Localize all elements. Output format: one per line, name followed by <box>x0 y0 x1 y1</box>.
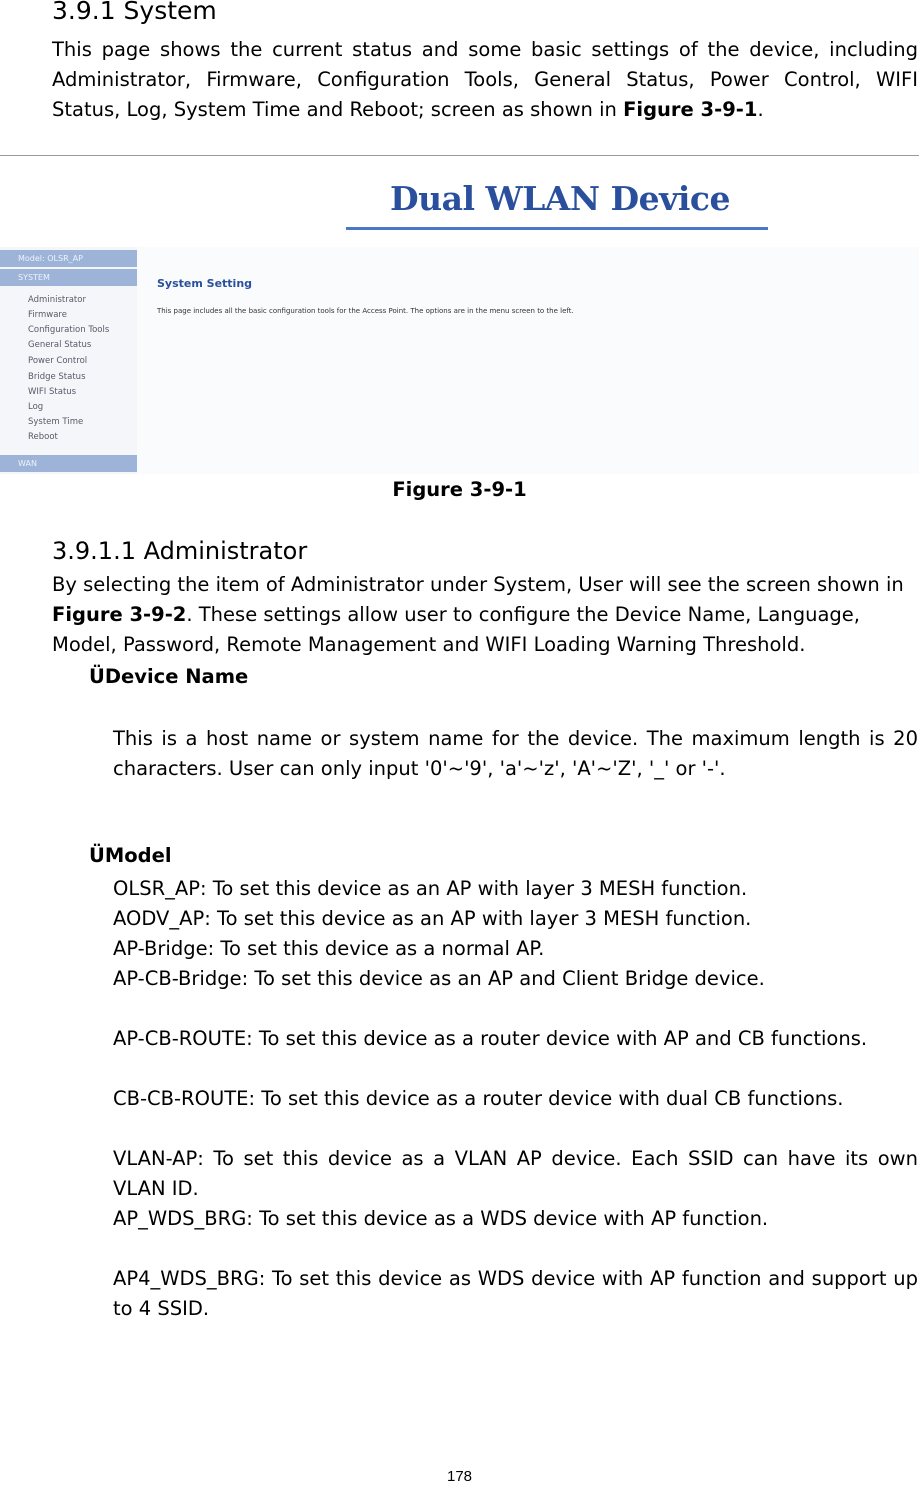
subsection-intro <box>52 570 918 660</box>
model-title: Model <box>104 844 172 867</box>
figure-screenshot <box>0 157 919 474</box>
section-intro <box>52 35 918 125</box>
model-item-cb-cb-route: CB-CB-ROUTE: To set this device as a router device with dual CB functions. <box>113 1087 844 1110</box>
subsection-heading: 3.9.1.1 Administrator <box>52 537 308 565</box>
model-heading <box>89 844 172 867</box>
bullet-icon: Ü <box>89 665 105 688</box>
model-item-ap-cb-bridge: AP-CB-Bridge: To set this device as an AP and Client Bridge device. <box>113 967 765 990</box>
sidebar-item-general-status[interactable]: General Status <box>28 340 92 350</box>
sidebar-model-label: Model: OLSR_AP <box>0 250 137 267</box>
intro-text: This page shows the current status and some basic settings of the device, including Administrator, Firmware, Configuration Tools, General Status, Power Control, WIFI Status, Log, System Time and Reboot; screen as shown in <box>52 38 918 121</box>
content-panel <box>137 247 919 474</box>
sidebar-item-system-time[interactable]: System Time <box>28 417 84 427</box>
sidebar-item-firmware[interactable]: Firmware <box>28 310 67 320</box>
sidebar-item-configuration-tools[interactable]: Configuration Tools <box>28 325 110 335</box>
device-name-description: This is a host name or system name for the device. The maximum length is 20 characters. User can only input '0'~'9', 'a'~'z', 'A'~'Z', '_' or '-'. <box>113 727 918 780</box>
bullet-icon: Ü <box>89 844 105 867</box>
model-item-ap4-wds-brg: AP4_WDS_BRG: To set this device as WDS device with AP function and support up to 4 SSID. <box>113 1267 918 1320</box>
figure-caption: Figure 3-9-1 <box>392 478 527 501</box>
subsection-text-after: . These settings allow user to configure the Device Name, Language, Model, Password, Remote Management and WIFI Loading Warning Threshold. <box>52 603 860 656</box>
banner-underline <box>346 227 768 230</box>
panel-description: This page includes all the basic configuration tools for the Access Point. The options are in the menu screen to the left. <box>157 307 574 315</box>
subsection-figure-ref: Figure 3-9-2 <box>52 603 187 626</box>
model-item-ap-wds-brg: AP_WDS_BRG: To set this device as a WDS device with AP function. <box>113 1207 769 1230</box>
subsection-text-before: By selecting the item of Administrator under System, User will see the screen shown in <box>52 573 904 596</box>
model-item-aodv-ap: AODV_AP: To set this device as an AP with layer 3 MESH function. <box>113 907 752 930</box>
intro-end: . <box>757 98 764 121</box>
figure-top-rule <box>0 155 919 156</box>
section-heading: 3.9.1 System <box>52 0 217 25</box>
intro-figure-ref: Figure 3-9-1 <box>623 98 758 121</box>
page-number: 178 <box>446 1468 473 1485</box>
panel-title: System Setting <box>157 277 253 290</box>
sidebar-wan-header[interactable]: WAN <box>0 455 137 472</box>
sidebar-item-log[interactable]: Log <box>28 402 44 412</box>
sidebar-item-wifi-status[interactable]: WIFI Status <box>28 387 77 397</box>
sidebar-item-administrator[interactable]: Administrator <box>28 295 86 305</box>
sidebar-item-bridge-status[interactable]: Bridge Status <box>28 372 86 382</box>
device-name-heading <box>89 665 248 688</box>
model-item-vlan-ap: VLAN-AP: To set this device as a VLAN AP device. Each SSID can have its own VLAN ID. <box>113 1147 918 1200</box>
device-name-title: Device Name <box>104 665 249 688</box>
model-item-olsr-ap: OLSR_AP: To set this device as an AP with layer 3 MESH function. <box>113 877 748 900</box>
model-item-ap-bridge: AP-Bridge: To set this device as a normal AP. <box>113 937 545 960</box>
sidebar-system-header[interactable]: SYSTEM <box>0 269 137 286</box>
sidebar-item-power-control[interactable]: Power Control <box>28 356 88 366</box>
banner-title: Dual WLAN Device <box>390 179 730 218</box>
sidebar-menu <box>0 247 138 474</box>
model-item-ap-cb-route: AP-CB-ROUTE: To set this device as a router device with AP and CB functions. <box>113 1027 868 1050</box>
sidebar-item-reboot[interactable]: Reboot <box>28 432 58 442</box>
